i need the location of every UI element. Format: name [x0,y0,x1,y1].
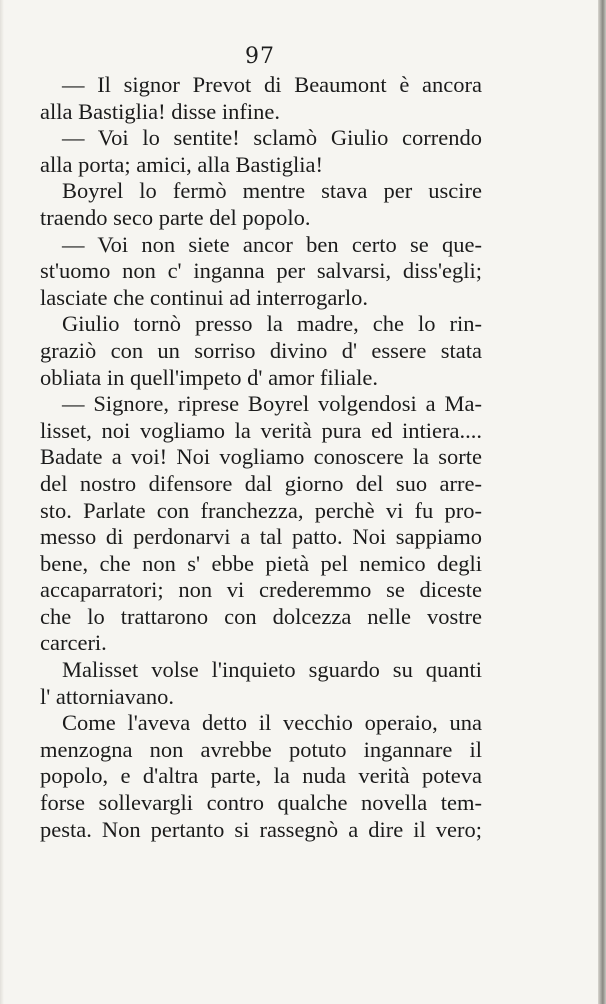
text-line: lasciate che continui ad interrogarlo. [40,284,368,310]
text-line: forse sollevargli contro qualche novella tem- [40,790,482,816]
text-line: del nostro difensore dal giorno del suo arre- [40,470,482,496]
text-line: lisset, noi vogliamo la verità pura ed intiera.... [40,417,482,443]
page-number: 97 [245,44,275,69]
text-line: Giulio tornò presso la madre, che lo rin- [62,311,482,337]
body-text [40,72,482,843]
text-line: Badate a voi! Noi vogliamo conoscere la sorte [40,444,482,470]
text-line: messo di perdonarvi a tal patto. Noi sappiamo [40,524,482,550]
text-line: pesta. Non pertanto si rassegnò a dire il vero; [40,816,482,842]
text-line: — Signore, riprese Boyrel volgendosi a Ma- [62,391,482,417]
text-line: Boyrel lo fermò mentre stava per uscire [62,178,482,204]
text-line: sto. Parlate con franchezza, perchè vi fu pro- [40,497,482,523]
text-line: alla Bastiglia! disse infine. [40,98,280,124]
text-line: graziò con un sorriso divino d' essere stata [40,337,482,363]
text-line: Malisset volse l'inquieto sguardo su quanti [62,657,482,683]
text-line: Come l'aveva detto il vecchio operaio, una [62,710,482,736]
text-line: che lo trattarono con dolcezza nelle vostre [40,603,482,629]
page-left-edge [0,0,4,1004]
text-line: st'uomo non c' inganna per salvarsi, diss'egli; [40,258,482,284]
text-line: popolo, e d'altra parte, la nuda verità poteva [40,763,482,789]
text-line: — Voi non siete ancor ben certo se que- [62,231,482,257]
text-line: traendo seco parte del popolo. [40,204,311,230]
text-line: carceri. [40,630,107,656]
text-line: accaparratori; non vi crederemmo se diceste [40,577,482,603]
text-line: alla porta; amici, alla Bastiglia! [40,151,324,177]
text-line: obliata in quell'impeto d' amor filiale. [40,364,379,390]
text-line: l' attorniavano. [40,683,175,709]
text-line: menzogna non avrebbe potuto ingannare il [40,736,482,762]
text-line: — Voi lo sentite! sclamò Giulio correndo [62,125,482,151]
text-line: — Il signor Prevot di Beaumont è ancora [62,72,482,97]
text-line: bene, che non s' ebbe pietà pel nemico degli [40,550,482,576]
page-binding-edge [598,0,606,1004]
